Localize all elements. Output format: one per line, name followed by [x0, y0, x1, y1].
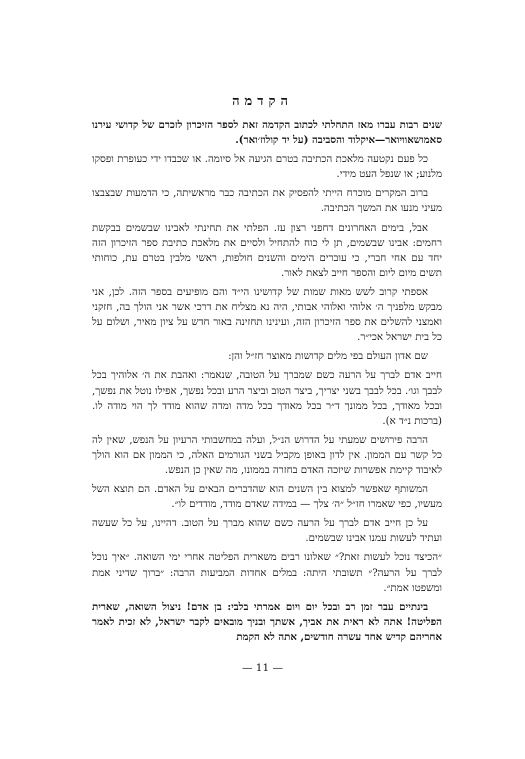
- paragraph: הרבה פירושים שמעתי על הדרוש הנ״ל, ועלה במחשבותי הרעיון על הנפש, שאין לה כל קשר עם הממון. אין לדון באופן מקביל בשני הגורמים האלה, כי הממון אם הוא הולך לאיבוד קיימת אפשרות שיזכה האדם בחזרה בממונו, מה שאין כן הנפש.: [92, 434, 442, 476]
- document-body: [92, 118, 442, 649]
- paragraph: ברוב המקרים מוכרח הייתי להפסיק את הכתיבה כבר מראשיתה, כי הדמעות שבצבצו מעיני מנעו את המשך הכתיבה.: [92, 188, 442, 215]
- page-title: הקדמה: [232, 94, 293, 109]
- paragraph: כל פעם נקטעה מלאכת הכתיבה בטרם הגיעה אל סיומה. או שכבדו ידי כעופרת ופסקו מלנוע; או שנפל העט מידי.: [92, 154, 442, 181]
- paragraph: המשותף שאפשר למצוא בין השנים הוא שהדברים הבאים על האדם. הם תוצא השל מעשיו, כפי שאמרו חז״ל ״ה׳ צלך — במידה שאדם מודד, מודדים לו״.: [92, 484, 442, 511]
- paragraph: בינתיים עבר זמן רב ובכל יום ויום אמרתי בלבי: בן אדם! ניצול השואה, שארית הפליטה! אתה לא ראית את אביך, אשתך ובניך מובאים לקבר ישראל, לא זכית לאמר אחריהם קדיש אחד עשרה חודשים, אתה לא הקמת: [92, 600, 442, 643]
- page-number: — 11 —: [241, 662, 284, 674]
- paragraph: חייב אדם לברך על הרעה כשם שמברך על הטובה, שנאמר: ואהבת את ה׳ אלוהיך בכל לבבך וגו׳. בכל לבבך בשני יצריך, ביצר הטוב וביצר הרע ובכל נפשך, אפילו נוטל את נפשך, ובכל מאודך, בכל ממונך ד״ר בכל מאודך בכל מדה ומדה שהוא מודד לך הוי מודה לו. (ברכות נ״ד א).: [92, 370, 442, 427]
- paragraph: שם אדון העולם בפי מלים קדושות מאוצר חז״ל והן:: [228, 351, 428, 363]
- paragraph: אבל, בימים האחרונים דחפני רצון עז. הפלתי את תחינתי לאבינו שבשמים בבקשת רחמים: אבינו שבשמים, תן לי כוח להתחיל ולסיים את מלאכת כתיבת ספר הזיכרון הזה יחד עם אחי חברי, כי עוברים הימים והשנים חולפות, ראשי מלבין בטרם עת, כוחותי תשים מיום ליום והספר חייב לצאת לאור.: [92, 222, 442, 279]
- paragraph: שנים רבות עברו מאז התחלתי לכתוב הקדמה זאת לספר הזיכרון לזכרם של קדושי עירנו סאמושאוויואר—איקלוד והסביבה (על יד קולוז׳ואר).: [92, 119, 442, 147]
- paragraph: ״הכיצד נוכל לעשות זאת?״ שאלונו רבים משארית הפליטה אחרי ימי השואה. ״איך נוכל לברך על הרעה?״ תשובתי היתה: במלים אחדות המביעות הרבה: ״ברוך שדיני אמת ומשפטו אמת״.: [92, 552, 442, 594]
- paragraph: על כן חייב אדם לברך על הרעה כשם שהוא מברך על הטוב. דהיינו, על כל שעשה ועתיד לעשות עמנו אבינו שבשמים.: [92, 518, 442, 545]
- paragraph: אספתי קרוב לשש מאות שמות של קדושינו הי״ד והם מופיעים בספר הזה. לכן, אני מבקש מלפניך ה׳ אלוהי ואלוהי אבותי, היה נא מצליח את דרכי אשר אני הולך בה, חזקני ואמצני להשלים את ספר הזיכרון הזה, ועינינו תחזינה באור חדש על ציון מאיר, ושלום על כל בית ישראל אכי״ר.: [92, 286, 442, 344]
